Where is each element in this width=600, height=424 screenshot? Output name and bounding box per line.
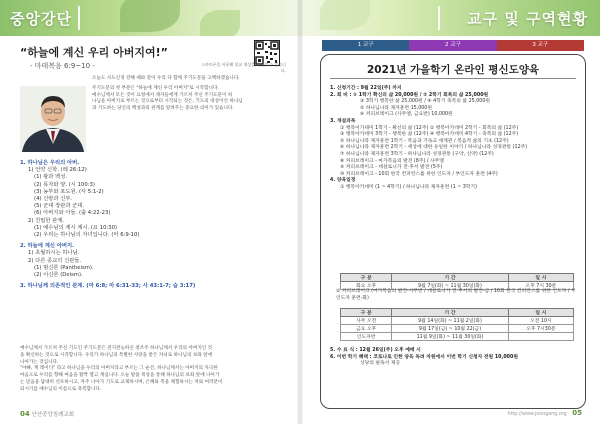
header-divider <box>438 6 440 30</box>
conclusion-line: 나아가는 것입니다. <box>20 359 59 365</box>
book-gutter <box>297 0 303 424</box>
text-line: (2) 이신론 (Deism). <box>34 272 83 279</box>
sermon-reference: - 마태복음 6:9~10 - <box>30 62 95 70</box>
column-header: 구 분 <box>341 309 392 317</box>
column-header: 구 분 <box>341 274 392 282</box>
text-line: 2) 다른 종교의 신관들. <box>28 257 82 264</box>
qr-caption: 스마트폰을 이용해 설교 영상을 확인할 수 있습니다. <box>201 62 286 73</box>
text-line: ① 행복이가테미 1학기 - 확신의 삶 (12주) ② 행복아카데미 2학기 - 회복의 삶 (12주) <box>340 125 519 131</box>
page-number: 05 <box>572 409 582 417</box>
text-line: ⑧ 커피브레이크 - 마가복음의 발견 (8주) / 사무엘 <box>340 158 444 164</box>
schedule-table-2 <box>340 308 574 341</box>
text-line: 6. 이번 학기 혜택 : 코로나로 인한 양육 독려 차원에서 이번 학기 신청자 전원 10,000원 <box>330 354 518 360</box>
url-text[interactable]: http://www.joongang.org <box>507 412 567 417</box>
text-line: 1. 하나님은 우리의 아버. <box>20 160 80 166</box>
notice-item-coffee <box>336 289 580 302</box>
text-line: 2. 회 비 : ① 1학기 확신의 삶 20,000원 / ② 2학기 회복의 삶 25,000원 <box>330 92 489 98</box>
notice-tail <box>330 348 580 368</box>
table-cell: 금요 오후 <box>341 325 392 333</box>
intro-line: 과 기도하는 당신의 백성과의 관계를 알려주는 중요한 의미가 있습니다. <box>92 105 234 111</box>
notice-title: 2021년 가을학기 온라인 평신도양육 <box>366 64 540 76</box>
text-line: ⑨ 커피브레이크 - 데살로니가 전·후서 발견 (5주) <box>340 165 443 171</box>
text-line: (3) 농부와 포도원. (사 5:1-2) <box>34 188 104 195</box>
conclusion-line: 을 확신하는 것으로 시작합니다. 우리가 하나님의 특별한 사랑을 받은 자녀로 하나님의 보좌 앞에 <box>20 352 213 358</box>
text-line: 4. 양육일정 <box>330 178 356 184</box>
coffee-break-note: ② 커피브레이크 (마가복음의 발견-사무반 / 데살로니가 전·후서의 발견-금 / 10회 한국 컨퍼런스를 위한 인도자 / 부인도자 훈련-화) <box>336 289 576 301</box>
sermon-conclusion <box>20 346 290 394</box>
table-cell: 인도자반 <box>341 333 392 341</box>
text-line: (1) 예수님의 계시 계시. (요 10:30) <box>34 224 118 231</box>
table-cell: 9월 7일(화) ~ 11월 30일(화) <box>392 282 509 290</box>
text-line: 5. 수 료 식 : 12월 26일(주) 오후 예배 시 <box>330 348 421 353</box>
header-title: 중앙강단 <box>10 10 72 28</box>
text-line: 1. 신청기간 : 9월 22일(주) 까지 <box>330 86 402 91</box>
table-cell: 사무 오전 <box>341 317 392 325</box>
table-cell: 오후 7시 30분 <box>508 282 573 290</box>
conclusion-line: 는 믿음을 담대히 선포하시고, 자주 나아가 기도로 교제하시며, 은혜와 복을 체험하시는 저와 여러분이 <box>20 379 223 385</box>
tab-district-1[interactable]: 1 교구 <box>322 40 409 51</box>
conclusion-line: 마음으로 우리를 향해 마음을 활짝 열고 계십니다. 오늘 말씀 묵상을 통해 하나님의 보좌 앞에 나아가 <box>20 373 220 379</box>
text-line: (6) 아버지와 아들. (출 4:22-23) <box>34 210 111 217</box>
sermon-title: “하늘에 계신 우리 아버지여!” <box>20 46 168 59</box>
text-line: 상당의 필독서 제공 <box>360 361 401 367</box>
table-cell: 9월 17일(금) ~ 10월 22(금) <box>392 325 509 333</box>
text-line: (2) 우리는 하나님의 자녀입니다. (마 6:9-10) <box>34 232 140 239</box>
right-header <box>300 0 600 36</box>
intro-line: 오늘도 사도신경 강해 때와 같이 우리 다 함께 주기도문을 고백하겠습니다. <box>92 76 240 81</box>
header-divider <box>78 6 80 30</box>
tab-district-3[interactable]: 3 교구 <box>497 40 584 51</box>
church-url <box>507 409 582 417</box>
leaf-decoration <box>320 0 370 30</box>
text-line: ⑥ 커피브레이크 (사무엘, 금요반) 10,000원 <box>360 112 453 118</box>
title-divider <box>330 78 576 79</box>
table-cell: 11월 9일(화) ~ 11월 30일(화) <box>392 333 509 341</box>
intro-line: 주기도문의 첫 부분은 "하늘에 계신 우리 아버지"로 시작합니다. <box>92 86 219 92</box>
text-line: ⑩ 커피브레이크 - 10회 한국 컨퍼런스를 위한 인도자 / 부인도자 훈련 (4주) <box>340 171 498 177</box>
text-line: 2. 하늘에 계신 아버지. <box>20 243 75 250</box>
sermon-intro <box>92 76 288 112</box>
column-header: 일 시 <box>508 274 573 282</box>
text-line: ⑦ 하나님나라 제자훈련 3학기 - 하나님나라 성경관통 (구약, 신약) (12주) <box>340 151 494 157</box>
text-line: ① 행복아카데미 (1 ~ 4학기) / 하나님나라 제자훈련 (1 ~ 3학기) <box>340 184 477 190</box>
column-header: 일 시 <box>508 309 573 317</box>
left-header <box>0 0 300 36</box>
text-line: ③ 행복아카데미 3학기 - 행복한 삶 (12주) ④ 행복아카데미 4학기 - 축복의 삶 (12주) <box>340 132 519 138</box>
table-cell <box>508 333 573 341</box>
leaf-decoration <box>120 0 180 32</box>
conclusion-line: 되시기를 예수님의 이름으로 축복합니다. <box>20 386 102 392</box>
text-line: 1) 초월하시는 하나님. <box>28 250 80 257</box>
conclusion-line: 예수님께서 가르쳐 주신 기도인 주기도문은 전지전능하신 창조주 하나님께서 우리의 아버지인 것 <box>20 346 213 351</box>
tab-district-2[interactable]: 2 교구 <box>409 40 496 51</box>
text-line: (4) 신랑과 신부. <box>34 196 73 203</box>
pastor-photo <box>20 86 86 152</box>
notice-items <box>330 86 580 192</box>
page-number: 04 <box>20 410 30 418</box>
column-header: 기 간 <box>392 309 509 317</box>
intro-line: 예수님께서 모든 것이 요청에서 제자들에게 가르쳐 주신 주기도문이 하 <box>92 92 233 98</box>
table-cell: 화요 오후 <box>341 282 392 290</box>
table-cell: 오후 7시30분 <box>508 325 573 333</box>
text-line: ⑤ 하나님나라 제자훈련 15,000원 <box>360 105 432 111</box>
text-line: (1) 범신론 (Pantheism). <box>34 264 94 271</box>
text-line: ③ 3학기 행복한 삶 25,000원 / ④ 4학기 축복의 삶 25,000원 <box>360 99 491 105</box>
text-line: ⑥ 하나님나라 제자훈련 2학기 - 세상에 대한 유일한 이야기 / 하나님나라 성경관통 (12주) <box>340 145 528 151</box>
text-line: 2) 친밀한 관계. <box>28 217 65 224</box>
leaf-decoration <box>200 10 240 36</box>
district-tabs <box>322 40 584 51</box>
sermon-outline <box>20 160 290 290</box>
left-footer <box>20 410 74 418</box>
table-row <box>341 333 574 341</box>
table-cell: 오전 10시 <box>508 317 573 325</box>
conclusion-line: "아빠, 계 레이디" 라고 하나님을 우리의 아버지라고 부르는 그 순간, 하나님께서는 아버지의 지극한 <box>20 366 218 372</box>
text-line: 1) 언약 신학. (레 26:12) <box>28 167 87 174</box>
table-row <box>341 325 574 333</box>
table-row <box>341 317 574 325</box>
text-line: 3. 개설과목 <box>330 118 356 124</box>
column-header: 기 간 <box>392 274 509 282</box>
schedule-table-1 <box>340 273 574 290</box>
table-cell: 9월 14일(화) ~ 11월 2일(화) <box>392 317 509 325</box>
text-line: ⑤ 하나님나라 제자훈련 1학기 - 복음과 기독교 세계관 / 복음적 삶의 기초 (12주) <box>340 138 509 144</box>
intro-line: 나님을 아버지로 부르는 것으로부터 시작되는 것은, 기도의 대상이신 하나님 <box>92 99 243 105</box>
text-line: 3. 하나님께 의존적인 관계. (마 6:8; 마 6:31-33; 사 43:1-7; 습 3:17) <box>20 283 196 290</box>
text-line: (1) 왕과 백성. <box>34 174 68 181</box>
header-title: 교구 및 구역현황 <box>467 10 588 28</box>
table-header-row <box>341 309 574 317</box>
text-line: (5) 군대 장관과 군대. <box>34 203 85 210</box>
text-line: (2) 목자와 양. (시 100:3) <box>34 181 95 188</box>
table-header-row <box>341 274 574 282</box>
footer-church-name: 안산중앙침례교회 <box>31 412 75 418</box>
